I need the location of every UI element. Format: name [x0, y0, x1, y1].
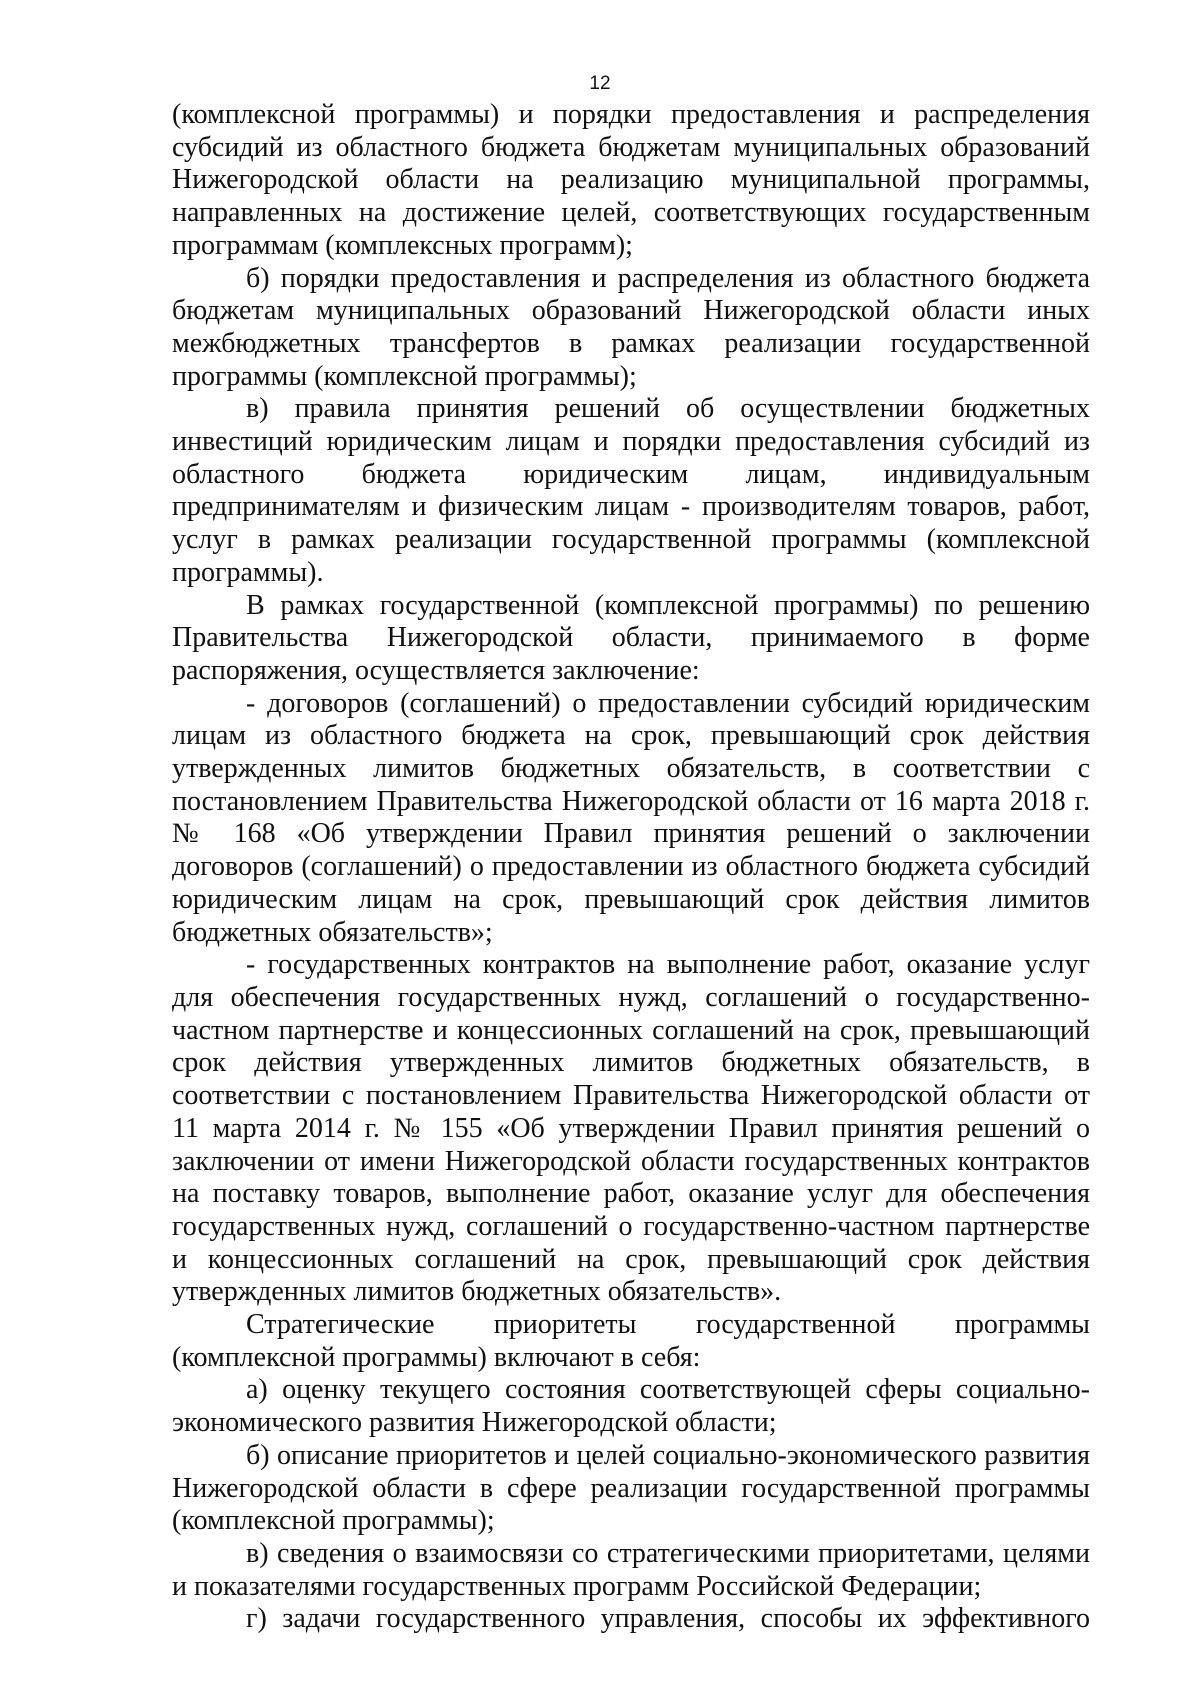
document-body — [172, 99, 1090, 1636]
bullet-state-contracts: - государственных контрактов на выполнение работ, оказание услуг для обеспечения государственных нужд, соглашений о государственно-частном партнерстве и концессионных соглашений на срок, превышающий срок действия утвержденных лимитов бюджетных обязательств, в соответствии с постановлением Правительства Нижегородской области от 11 марта 2014 г. № 155 «Об утверждении Правил принятия решений о заключении от имени Нижегородской области государственных контрактов на поставку товаров, выполнение работ, оказание услуг для обеспечения государственных нужд, соглашений о государственно-частном партнерстве и концессионных соглашений на срок, превышающий срок действия утвержденных лимитов бюджетных обязательств». — [172, 949, 1090, 1308]
list-item-b-interbudget-transfers: б) порядки предоставления и распределения из областного бюджета бюджетам муниципальных образований Нижегородской области иных межбюджетных трансфертов в рамках реализации государственной программы (комплексной программы); — [172, 262, 1090, 392]
paragraph-contract-conclusion: В рамках государственной (комплексной программы) по решению Правительства Нижегородской области, принимаемого в форме распоряжения, осуществляется заключение: — [172, 589, 1090, 686]
bullet-subsidy-agreements: - договоров (соглашений) о предоставлении субсидий юридическим лицам из областного бюджета на срок, превышающий срок действия утвержденных лимитов бюджетных обязательств, в соответствии с постановлением Правительства Нижегородской области от 16 марта 2018 г. № 168 «Об утверждении Правил принятия решений о заключении договоров (соглашений) о предоставлении из областного бюджета субсидий юридическим лицам на срок, превышающий срок действия лимитов бюджетных обязательств»; — [172, 687, 1090, 948]
paragraph-continuation: (комплексной программы) и порядки предоставления и распределения субсидий из областного бюджета бюджетам муниципальных образований Нижегородской области на реализацию муниципальной программы, направленных на достижение целей, соответствующих государственным программам (комплексных программ); — [172, 99, 1090, 261]
list-item-g-governance-tasks: г) задачи государственного управления, способы их эффективного — [246, 1603, 1090, 1635]
list-item-b-priorities-goals: б) описание приоритетов и целей социально-экономического развития Нижегородской области в сфере реализации государственной программы (комплексной программы); — [172, 1439, 1090, 1537]
paragraph-strategic-priorities: Стратегические приоритеты государственной программы (комплексной программы) включают в себя: — [172, 1309, 1090, 1373]
list-item-v-federal-linkage: в) сведения о взаимосвязи со стратегическими приоритетами, целями и показателями государственных программ Российской Федерации; — [172, 1537, 1090, 1602]
list-item-v-investment-rules: в) правила принятия решений об осуществлении бюджетных инвестиций юридическим лицам и порядки предоставления субсидий из областного бюджета юридическим лицам, индивидуальным предпринимателям и физическим лицам - производителям товаров, работ, услуг в рамках реализации государственной программы (комплексной программы). — [172, 393, 1090, 588]
list-item-a-current-state: а) оценку текущего состояния соответствующей сферы социально-экономического развития Нижегородской области; — [172, 1374, 1090, 1439]
page-number: 12 — [589, 73, 611, 94]
